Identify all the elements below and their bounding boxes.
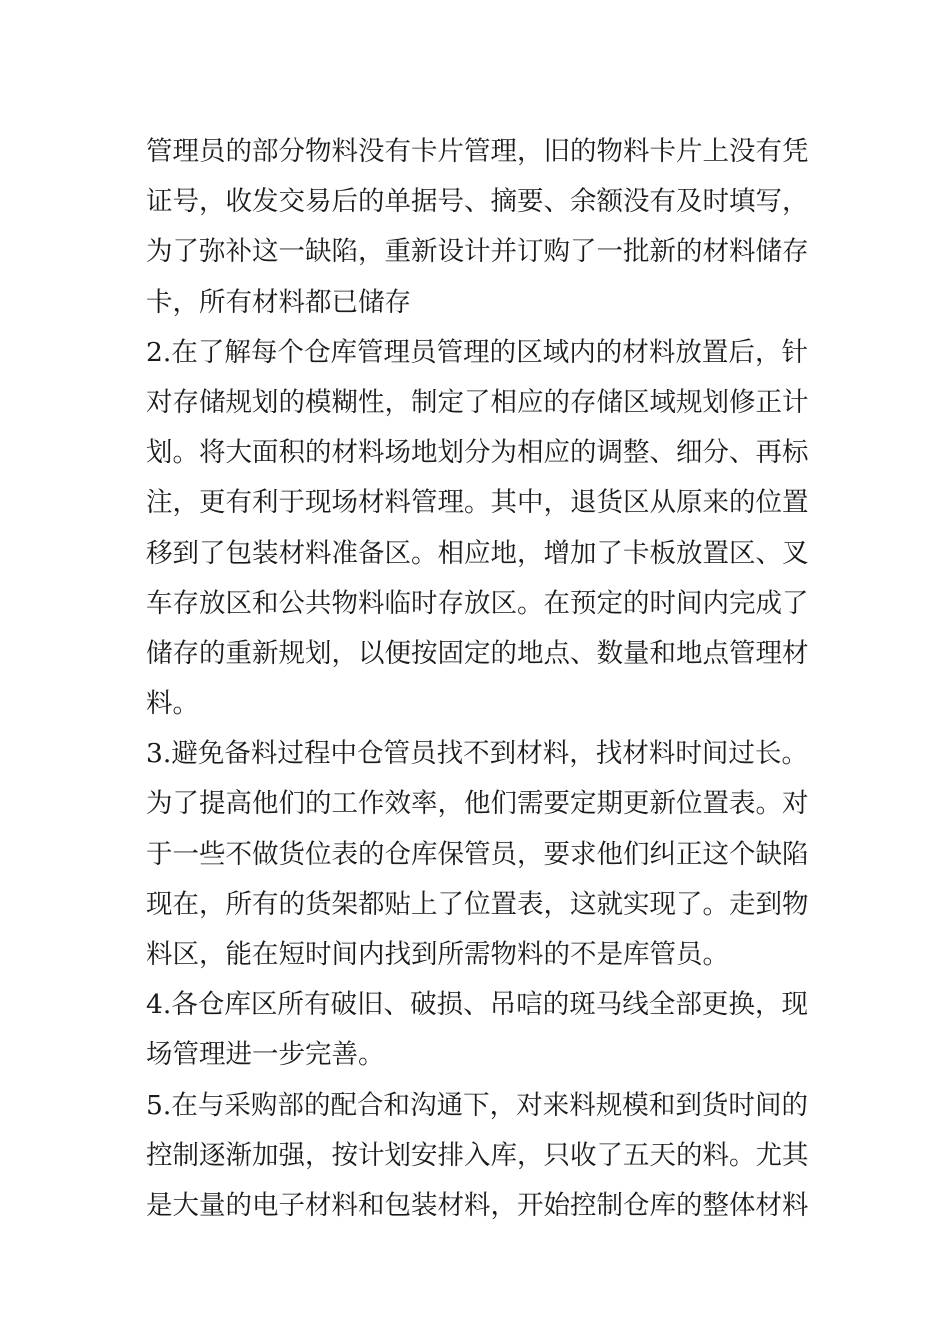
text-line: 移到了包装材料准备区。相应地，增加了卡板放置区、叉 xyxy=(146,537,809,569)
paragraph-4 xyxy=(146,980,808,1080)
paragraph-3 xyxy=(146,729,808,980)
text-line: 料。 xyxy=(146,688,199,720)
text-line: 是大量的电子材料和包装材料，开始控制仓库的整体材料 xyxy=(146,1189,809,1221)
text-line: 注，更有利于现场材料管理。其中，退货区从原来的位置 xyxy=(146,487,809,519)
text-line: 管理员的部分物料没有卡片管理，旧的物料卡片上没有凭 xyxy=(146,136,809,167)
text-line: 储存的重新规划，以便按固定的地点、数量和地点管理材 xyxy=(146,637,809,669)
text-line: 3.避免备料过程中仓管员找不到材料，找材料时间过长。 xyxy=(146,738,808,770)
text-line: 场管理进一步完善。 xyxy=(146,1039,385,1071)
text-line: 对存储规划的模糊性，制定了相应的存储区域规划修正计 xyxy=(146,386,809,418)
paragraph-5 xyxy=(146,1081,808,1232)
text-line: 于一些不做货位表的仓库保管员，要求他们纠正这个缺陷 xyxy=(146,838,809,870)
text-line: 4.各仓库区所有破旧、破损、吊唁的斑马线全部更换，现 xyxy=(146,989,808,1021)
text-line: 为了弥补这一缺陷，重新设计并订购了一批新的材料储存 xyxy=(146,236,809,268)
document-body xyxy=(146,127,808,1231)
text-line: 卡，所有材料都已储存 xyxy=(146,286,411,318)
text-line: 车存放区和公共物料临时存放区。在预定的时间内完成了 xyxy=(146,587,809,619)
text-line: 5.在与采购部的配合和沟通下，对来料规模和到货时间的 xyxy=(146,1089,808,1121)
text-line: 现在，所有的货架都贴上了位置表，这就实现了。走到物 xyxy=(146,888,809,920)
paragraph-1 xyxy=(146,127,808,328)
paragraph-2 xyxy=(146,328,808,730)
text-line: 2.在了解每个仓库管理员管理的区域内的材料放置后，针 xyxy=(146,336,808,368)
text-line: 控制逐渐加强，按计划安排入库，只收了五天的料。尤其 xyxy=(146,1139,809,1171)
text-line: 料区，能在短时间内找到所需物料的不是库管员。 xyxy=(146,939,729,970)
text-line: 为了提高他们的工作效率，他们需要定期更新位置表。对 xyxy=(146,788,809,820)
text-line: 划。将大面积的材料场地划分为相应的调整、细分、再标 xyxy=(146,437,809,469)
text-line: 证号，收发交易后的单据号、摘要、余额没有及时填写， xyxy=(146,186,809,218)
